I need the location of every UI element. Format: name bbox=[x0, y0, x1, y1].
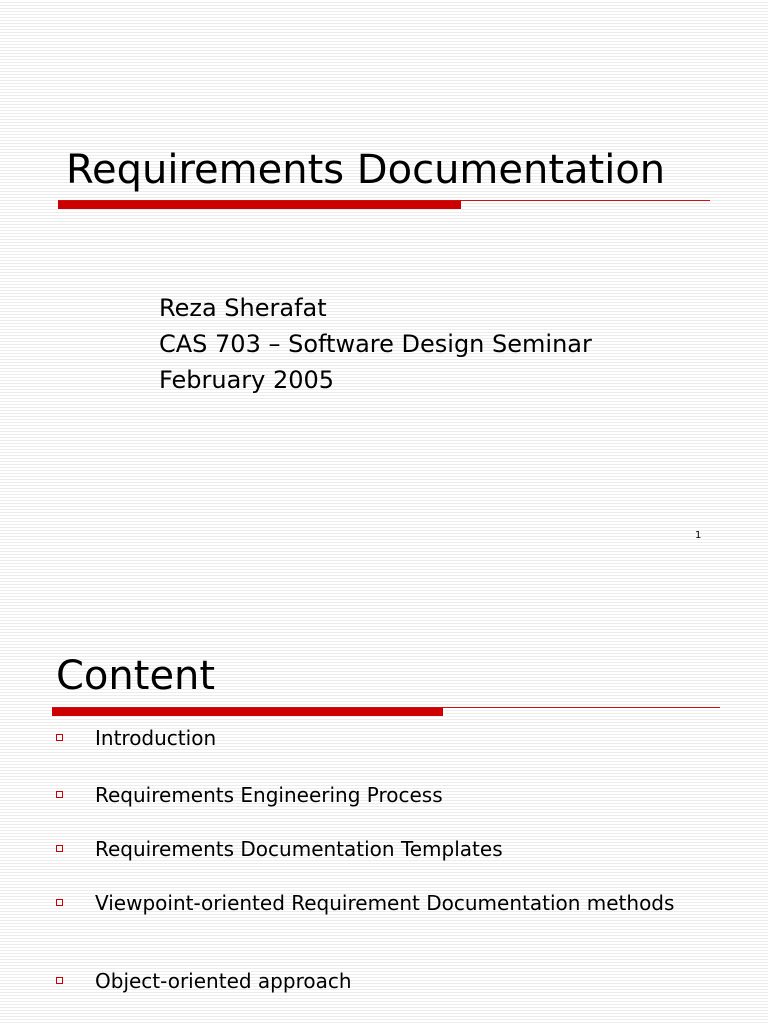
content-slide bbox=[0, 512, 768, 1024]
title-underline-thick bbox=[52, 708, 443, 716]
list-item-text: Requirements Documentation Templates bbox=[95, 837, 503, 861]
slide-title: Content bbox=[56, 653, 216, 699]
page-number: 1 bbox=[695, 530, 702, 541]
title-underline-thick bbox=[58, 201, 461, 209]
square-bullet-icon bbox=[56, 845, 63, 852]
square-bullet-icon bbox=[56, 899, 63, 906]
list-item-text: Introduction bbox=[95, 726, 217, 750]
course-name: CAS 703 – Software Design Seminar bbox=[159, 330, 592, 358]
square-bullet-icon bbox=[56, 977, 63, 984]
square-bullet-icon bbox=[56, 734, 63, 741]
list-item-text: Object-oriented approach bbox=[95, 969, 352, 993]
square-bullet-icon bbox=[56, 791, 63, 798]
list-item-text: Viewpoint-oriented Requirement Documentation methods bbox=[95, 891, 675, 915]
presentation-date: February 2005 bbox=[159, 366, 335, 394]
list-item-text: Requirements Engineering Process bbox=[95, 783, 443, 807]
subtitle-block bbox=[159, 290, 592, 398]
author-name: Reza Sherafat bbox=[159, 294, 327, 322]
slide-title: Requirements Documentation bbox=[66, 147, 666, 193]
